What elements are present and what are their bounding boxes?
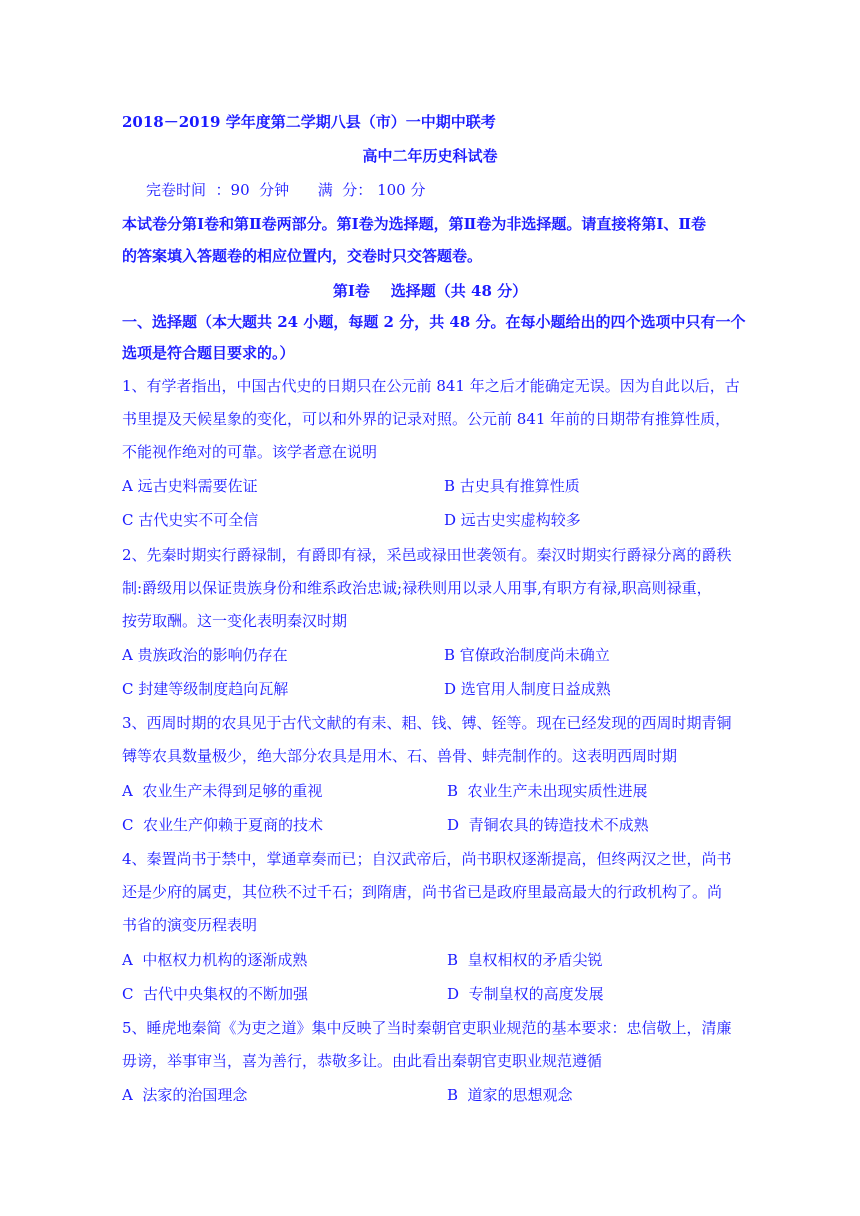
question-3-stem-line-1: 3、西周时期的农具见于古代文献的有耒、耜、钱、镈、铚等。现在已经发现的西周时期青铜: [122, 714, 732, 732]
question-1-option-d: D 远古史实虚构较多: [444, 511, 581, 529]
question-1-stem-line-3: 不能视作绝对的可靠。该学者意在说明: [122, 443, 378, 461]
question-5-stem-line-2: 毋谤，举事审当，喜为善行，恭敬多让。由此看出秦朝官吏职业规范遵循: [122, 1052, 603, 1070]
question-4-stem-line-3: 书省的演变历程表明: [122, 916, 258, 934]
question-5-stem-line-1: 5、睡虎地秦简《为吏之道》集中反映了当时秦朝官吏职业规范的基本要求：忠信敬上，清廉: [122, 1019, 732, 1037]
question-1-stem-line-1: 1、有学者指出，中国古代史的日期只在公元前 841 年之后才能确定无误。因为自此以后，古: [122, 377, 740, 395]
question-3-option-b: B 农业生产未出现实质性进展: [447, 782, 648, 800]
question-3-stem-line-2: 镈等农具数量极少，绝大部分农具是用木、石、兽骨、蚌壳制作的。这表明西周时期: [122, 747, 678, 765]
question-2-option-b: B 官僚政治制度尚未确立: [444, 646, 610, 664]
question-4-stem-line-2: 还是少府的属吏，其位秩不过千石；到隋唐，尚书省已是政府里最高最大的行政机构了。尚: [122, 883, 723, 901]
subject-title: 高中二年历史科试卷: [362, 147, 498, 165]
question-4-option-c: C 古代中央集权的不断加强: [122, 985, 309, 1003]
question-4-option-a: A 中枢权力机构的逐渐成熟: [122, 951, 308, 969]
question-3-option-a: A 农业生产未得到足够的重视: [122, 782, 323, 800]
section-heading: 第Ⅰ卷 选择题（共 48 分）: [332, 282, 528, 300]
question-1-option-c: C 古代史实不可全信: [122, 511, 259, 529]
question-2-option-a: A 贵族政治的影响仍存在: [122, 646, 288, 664]
section-intro-line-2: 选项是符合题目要求的。）: [122, 344, 295, 362]
question-4-option-d: D 专制皇权的高度发展: [447, 985, 604, 1003]
question-4-option-b: B 皇权相权的矛盾尖锐: [447, 951, 603, 969]
exam-title: 2018－2019 学年度第二学期八县（市）一中期中联考: [122, 113, 496, 131]
instructions-line-2: 的答案填入答题卷的相应位置内，交卷时只交答题卷。: [122, 247, 483, 265]
question-1-option-b: B 古史具有推算性质: [444, 477, 580, 495]
question-3-option-d: D 青铜农具的铸造技术不成熟: [447, 816, 649, 834]
time-info: 完卷时间 ：90 分钟 满 分： 100 分: [146, 181, 426, 199]
question-1-option-a: A 远古史料需要佐证: [122, 477, 258, 495]
question-2-option-c: C 封建等级制度趋向瓦解: [122, 680, 289, 698]
question-2-stem-line-2: 制:爵级用以保证贵族身份和维系政治忠诚;禄秩则用以录人用事,有职方有禄,职高则禄重，: [122, 579, 712, 597]
question-5-option-a: A 法家的治国理念: [122, 1086, 248, 1104]
question-2-option-d: D 选官用人制度日益成熟: [444, 680, 611, 698]
question-5-option-b: B 道家的思想观念: [447, 1086, 573, 1104]
section-intro-line-1: 一、选择题（本大题共 24 小题，每题 2 分，共 48 分。在每小题给出的四个选项中只有一个: [122, 313, 746, 331]
question-1-stem-line-2: 书里提及天候星象的变化，可以和外界的记录对照。公元前 841 年前的日期带有推算性质，: [122, 410, 731, 428]
instructions-line-1: 本试卷分第Ⅰ卷和第Ⅱ卷两部分。第Ⅰ卷为选择题，第Ⅱ卷为非选择题。请直接将第Ⅰ、Ⅱ卷: [122, 215, 706, 233]
question-4-stem-line-1: 4、秦置尚书于禁中，掌通章奏而已；自汉武帝后，尚书职权逐渐提高，但终两汉之世，尚书: [122, 850, 732, 868]
question-2-stem-line-1: 2、先秦时期实行爵禄制，有爵即有禄，采邑或禄田世袭领有。秦汉时期实行爵禄分离的爵秩: [122, 546, 732, 564]
question-3-option-c: C 农业生产仰赖于夏商的技术: [122, 816, 324, 834]
question-2-stem-line-3: 按劳取酬。这一变化表明秦汉时期: [122, 612, 348, 630]
